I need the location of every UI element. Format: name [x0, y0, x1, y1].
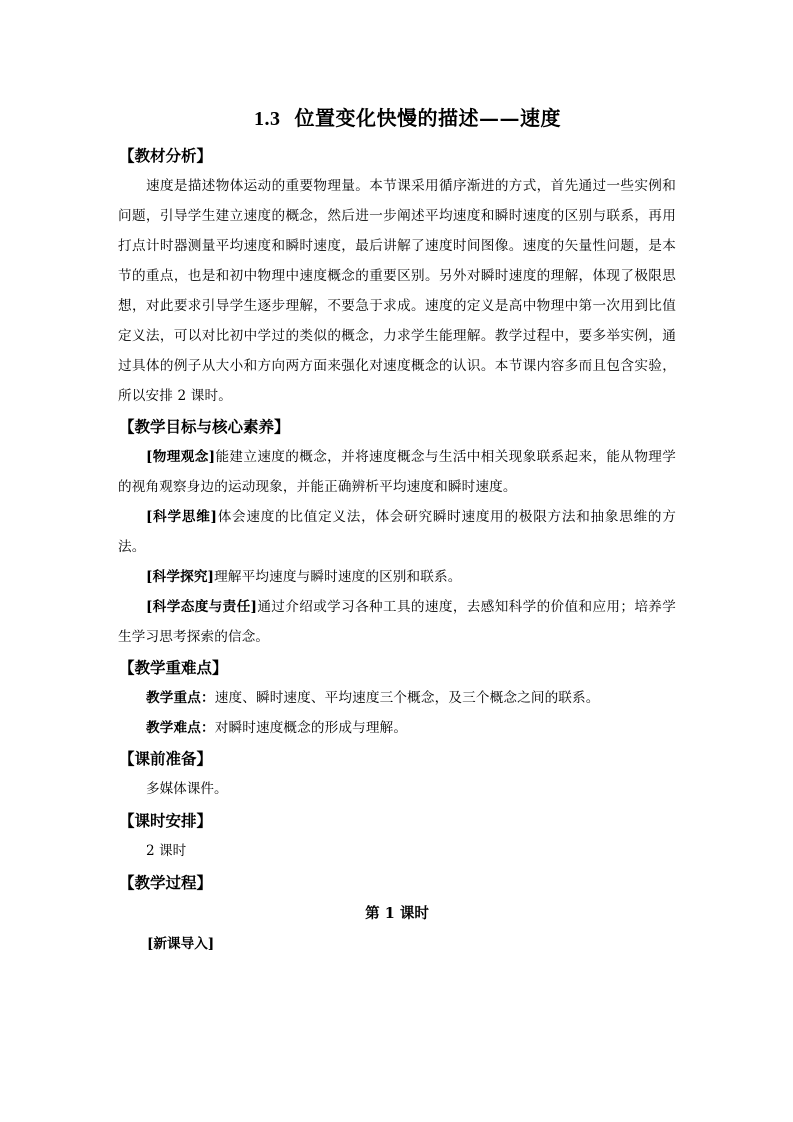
goal-scientific-thinking [118, 502, 676, 562]
key-point-difficulty [118, 713, 676, 743]
section-number: 1.3 [254, 108, 281, 130]
title-text: 位置变化快慢的描述——速度 [294, 106, 561, 130]
key-point-text: 对瞬时速度概念的形成与理解。 [214, 720, 408, 736]
goal-tag: [物理观念] [146, 449, 216, 465]
goal-text: 通过介绍或学习各种工具的速度，去感知科学的价值和应用；培养学生学习思考探索的信念。 [118, 599, 676, 645]
heading-preparation: 【课前准备】 [119, 749, 213, 768]
heading-textbook-analysis: 【教材分析】 [119, 146, 213, 165]
goal-text: 能建立速度的概念，并将速度概念与生活中相关现象联系起来，能从物理学的视角观察身边的运动现象，并能正确辨析平均速度和瞬时速度。 [118, 449, 676, 495]
goal-text: 体会速度的比值定义法，体会研究瞬时速度用的极限方法和抽象思维的方法。 [118, 509, 676, 555]
goal-scientific-inquiry [118, 562, 676, 592]
page-title [254, 102, 561, 131]
key-point-tag: 教学重点： [146, 690, 215, 706]
heading-goals: 【教学目标与核心素养】 [119, 417, 290, 436]
goal-tag: [科学探究] [146, 569, 215, 585]
goal-tag: [科学态度与责任] [146, 599, 258, 615]
key-point-tag: 教学难点： [146, 720, 215, 736]
key-point-text: 速度、瞬时速度、平均速度三个概念，及三个概念之间的联系。 [214, 690, 600, 706]
heading-process: 【教学过程】 [119, 873, 213, 892]
heading-schedule: 【课时安排】 [119, 811, 213, 830]
goal-text: 理解平均速度与瞬时速度的区别和联系。 [214, 569, 462, 585]
goal-tag: [科学思维] [146, 509, 218, 525]
textbook-analysis-paragraph: 速度是描述物体运动的重要物理量。本节课采用循序渐进的方式，首先通过一些实例和问题，引导学生建立速度的概念，然后进一步阐述平均速度和瞬时速度的区别与联系，再用打点计时器测量平均速度和瞬时速度，最后讲解了速度时间图像。速度的矢量性问题，是本节的重点，也是和初中物理中速度概念的重要区别。另外对瞬时速度的理解，体现了极限思想，对此要求引导学生逐步理解，不要急于求成。速度的定义是高中物理中第一次用到比值定义法，可以对比初中学过的类似的概念，力求学生能理解。教学过程中，要多举实例，通过具体的例子从大小和方向两方面来强化对速度概念的认识。本节课内容多而且包含实验，所以安排 2 课时。 [118, 178, 676, 404]
goal-physics-concept [118, 442, 676, 502]
preparation-text: 多媒体课件。 [146, 781, 228, 797]
key-point-focus [118, 683, 676, 713]
goal-attitude-responsibility [118, 592, 676, 652]
lesson-title: 第 1 课时 [365, 905, 429, 922]
document-body [118, 140, 676, 960]
heading-key-points: 【教学重难点】 [119, 658, 228, 677]
subheading-new-lesson-intro: [新课导入] [147, 936, 215, 952]
schedule-text: 2 课时 [146, 843, 187, 859]
